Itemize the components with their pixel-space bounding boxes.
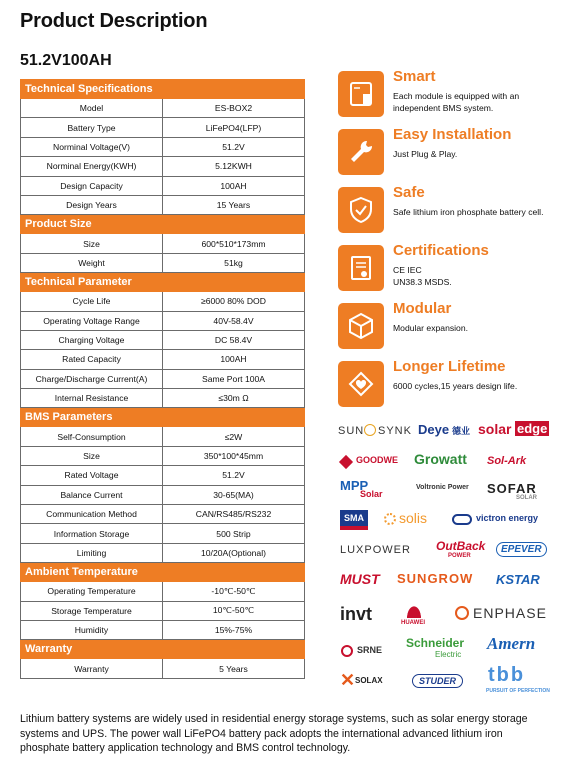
- spec-value: 100AH: [163, 176, 305, 195]
- spec-row: [21, 176, 305, 195]
- spec-row: [21, 234, 305, 253]
- brand-logo: SOLAR: [516, 495, 537, 501]
- brand-logo: Deye: [418, 422, 450, 437]
- brand-logo: MPP: [340, 478, 369, 493]
- page-title: Product Description: [20, 10, 208, 32]
- spec-label: Self-Consumption: [21, 427, 163, 446]
- spec-label: Limiting: [21, 543, 163, 562]
- brand-logo: SOFAR: [487, 481, 537, 496]
- spec-row: [21, 505, 305, 524]
- spec-row: [21, 292, 305, 311]
- spec-row: [21, 137, 305, 156]
- brand-logo: SUN: [338, 425, 365, 437]
- spec-row: [21, 195, 305, 214]
- feature-desc: CE IEC UN38.3 MSDS.: [393, 265, 452, 287]
- brand-logo: SUNGROW: [397, 571, 474, 586]
- brand-logo: SMA: [340, 510, 368, 530]
- brand-logo: EPEVER: [496, 542, 547, 557]
- spec-label: Battery Type: [21, 118, 163, 137]
- spec-section-title: Product Size: [21, 215, 305, 234]
- brand-logo: POWER: [448, 553, 471, 559]
- spec-label: Charging Voltage: [21, 330, 163, 349]
- shield-check-icon: [338, 187, 384, 233]
- spec-row: [21, 601, 305, 620]
- spec-row: [21, 446, 305, 465]
- brand-logo: SRNE: [357, 645, 383, 655]
- spec-value: 40V-58.4V: [163, 311, 305, 330]
- spec-value: 500 Strip: [163, 524, 305, 543]
- brand-logo: KSTAR: [496, 572, 540, 587]
- spec-value: ES-BOX2: [163, 99, 305, 118]
- feature-desc: 6000 cycles,15 years design life.: [393, 381, 518, 391]
- brand-logo: 德业: [452, 426, 471, 436]
- spec-label: Rated Capacity: [21, 350, 163, 369]
- brand-logo: ENPHASE: [473, 605, 547, 621]
- brand-logo: SYNK: [378, 425, 412, 437]
- brand-logo: GOODWE: [356, 455, 398, 465]
- srne-icon: [341, 645, 353, 657]
- feature-safe: [338, 184, 558, 237]
- spec-section-title: Ambient Temperature: [21, 563, 305, 582]
- brand-logo: solar: [478, 421, 512, 437]
- spec-label: Rated Voltage: [21, 466, 163, 485]
- spec-value: DC 58.4V: [163, 330, 305, 349]
- brand-logo: edge: [517, 421, 548, 436]
- spec-label: Warranty: [21, 659, 163, 678]
- brand-logo: Schneider: [406, 636, 465, 650]
- spec-value: 600*510*173mm: [163, 234, 305, 253]
- spec-value: 51kg: [163, 253, 305, 272]
- spec-value: Same Port 100A: [163, 369, 305, 388]
- feature-title: Easy Installation: [393, 126, 512, 143]
- feature-title: Safe: [393, 184, 425, 201]
- spec-section-title: BMS Parameters: [21, 408, 305, 427]
- spec-section-title: Technical Parameter: [21, 273, 305, 292]
- brand-logo: solis: [399, 510, 428, 526]
- battery-module-icon: [338, 71, 384, 117]
- spec-value: ≤30m Ω: [163, 389, 305, 408]
- spec-section-header: [21, 408, 305, 427]
- spec-row: [21, 350, 305, 369]
- spec-row: [21, 389, 305, 408]
- spec-value: 15%-75%: [163, 620, 305, 639]
- brand-logo: STUDER: [412, 674, 463, 688]
- spec-section-header: [21, 563, 305, 582]
- feature-desc: Safe lithium iron phosphate battery cell.: [393, 207, 544, 217]
- brand-logo: tbb: [488, 664, 526, 686]
- feature-desc: Just Plug & Play.: [393, 149, 458, 159]
- feature-title: Modular: [393, 300, 452, 317]
- spec-section-header: [21, 640, 305, 659]
- spec-label: Size: [21, 234, 163, 253]
- feature-title: Longer Lifetime: [393, 358, 506, 375]
- spec-value: 350*100*45mm: [163, 446, 305, 465]
- spec-label: Norminal Energy(KWH): [21, 157, 163, 176]
- spec-value: 51.2V: [163, 466, 305, 485]
- spec-label: Information Storage: [21, 524, 163, 543]
- brand-logo: HUAWEI: [401, 620, 425, 626]
- brand-logo: LUXPOWER: [340, 544, 411, 556]
- spec-value: -10℃-50℃: [163, 582, 305, 601]
- spec-label: Operating Temperature: [21, 582, 163, 601]
- spec-section-header: [21, 80, 305, 99]
- brand-logo: MUST: [340, 571, 380, 587]
- brand-logo: Voltronic Power: [416, 484, 469, 491]
- feature-longer-lifetime: [338, 358, 558, 411]
- spec-row: [21, 524, 305, 543]
- feature-smart: [338, 68, 558, 121]
- feature-title: Certifications: [393, 242, 489, 259]
- spec-label: Internal Resistance: [21, 389, 163, 408]
- spec-section-header: [21, 215, 305, 234]
- spec-value: ≥6000 80% DOD: [163, 292, 305, 311]
- spec-row: [21, 485, 305, 504]
- spec-value: ≤2W: [163, 427, 305, 446]
- spec-label: Operating Voltage Range: [21, 311, 163, 330]
- brand-logo: Amern: [487, 634, 536, 653]
- spec-label: Model: [21, 99, 163, 118]
- spec-row: [21, 99, 305, 118]
- spec-row: [21, 466, 305, 485]
- spec-label: Size: [21, 446, 163, 465]
- brand-logo: Solar: [360, 489, 383, 499]
- spec-value: 10/20A(Optional): [163, 543, 305, 562]
- spec-label: Balance Current: [21, 485, 163, 504]
- spec-label: Design Capacity: [21, 176, 163, 195]
- spec-label: Charge/Discharge Current(A): [21, 369, 163, 388]
- spec-value: 15 Years: [163, 195, 305, 214]
- spec-value: 5 Years: [163, 659, 305, 678]
- huawei-icon: [402, 598, 426, 618]
- feature-certifications: [338, 242, 558, 295]
- brand-logo: Sol-Ark: [487, 455, 527, 467]
- spec-label: Cycle Life: [21, 292, 163, 311]
- heart-diamond-icon: [338, 361, 384, 407]
- spec-section-header: [21, 273, 305, 292]
- brand-logo: victron energy: [476, 513, 539, 523]
- feature-title: Smart: [393, 68, 436, 85]
- spec-row: [21, 369, 305, 388]
- spec-label: Design Years: [21, 195, 163, 214]
- spec-row: [21, 311, 305, 330]
- goodwe-icon: [339, 455, 353, 469]
- brand-logo: Growatt: [414, 451, 467, 467]
- spec-row: [21, 253, 305, 272]
- brand-logo: Electric: [435, 650, 462, 659]
- feature-desc: Modular expansion.: [393, 323, 469, 333]
- spec-row: [21, 620, 305, 639]
- spec-value: 30-65(MA): [163, 485, 305, 504]
- spec-value: 10℃-50℃: [163, 601, 305, 620]
- spec-table: [20, 79, 305, 679]
- spec-label: Communication Method: [21, 505, 163, 524]
- spec-value: CAN/RS485/RS232: [163, 505, 305, 524]
- brand-logo: invt: [340, 604, 373, 624]
- spec-row: [21, 659, 305, 678]
- spec-label: Norminal Voltage(V): [21, 137, 163, 156]
- brand-logo: OutBack: [436, 539, 486, 553]
- spec-value: 100AH: [163, 350, 305, 369]
- enphase-icon: [455, 606, 469, 620]
- spec-label: Weight: [21, 253, 163, 272]
- sunsynk-icon: [364, 424, 376, 436]
- spec-section-title: Warranty: [21, 640, 305, 659]
- spec-row: [21, 427, 305, 446]
- spec-value: 5.12KWH: [163, 157, 305, 176]
- victron-icon: [452, 514, 472, 525]
- feature-desc: Each module is equipped with an independent BMS system.: [393, 91, 520, 113]
- spec-label: Storage Temperature: [21, 601, 163, 620]
- spec-value: LiFePO4(LFP): [163, 118, 305, 137]
- spec-row: [21, 157, 305, 176]
- spec-row: [21, 543, 305, 562]
- wrench-icon: [338, 129, 384, 175]
- spec-section-title: Technical Specifications: [21, 80, 305, 99]
- brand-logo: PURSUIT OF PERFECTION: [486, 688, 550, 694]
- solis-icon: [384, 513, 396, 525]
- solax-icon: ✕: [340, 670, 356, 690]
- spec-row: [21, 582, 305, 601]
- feature-modular: [338, 300, 558, 353]
- feature-easy-installation: [338, 126, 558, 179]
- certificate-icon: [338, 245, 384, 291]
- spec-row: [21, 330, 305, 349]
- footer-description: Lithium battery systems are widely used in residential energy storage systems, such as solar energy storage systems and UPS. The power wall LiFePO4 battery pack adopts the international advanced lithium iron phosphate battery application technology and BMS control technology.: [20, 713, 528, 755]
- brand-logo: SOLAX: [355, 676, 383, 685]
- cube-icon: [338, 303, 384, 349]
- spec-value: 51.2V: [163, 137, 305, 156]
- spec-label: Humidity: [21, 620, 163, 639]
- spec-row: [21, 118, 305, 137]
- model-title: 51.2V100AH: [20, 52, 112, 69]
